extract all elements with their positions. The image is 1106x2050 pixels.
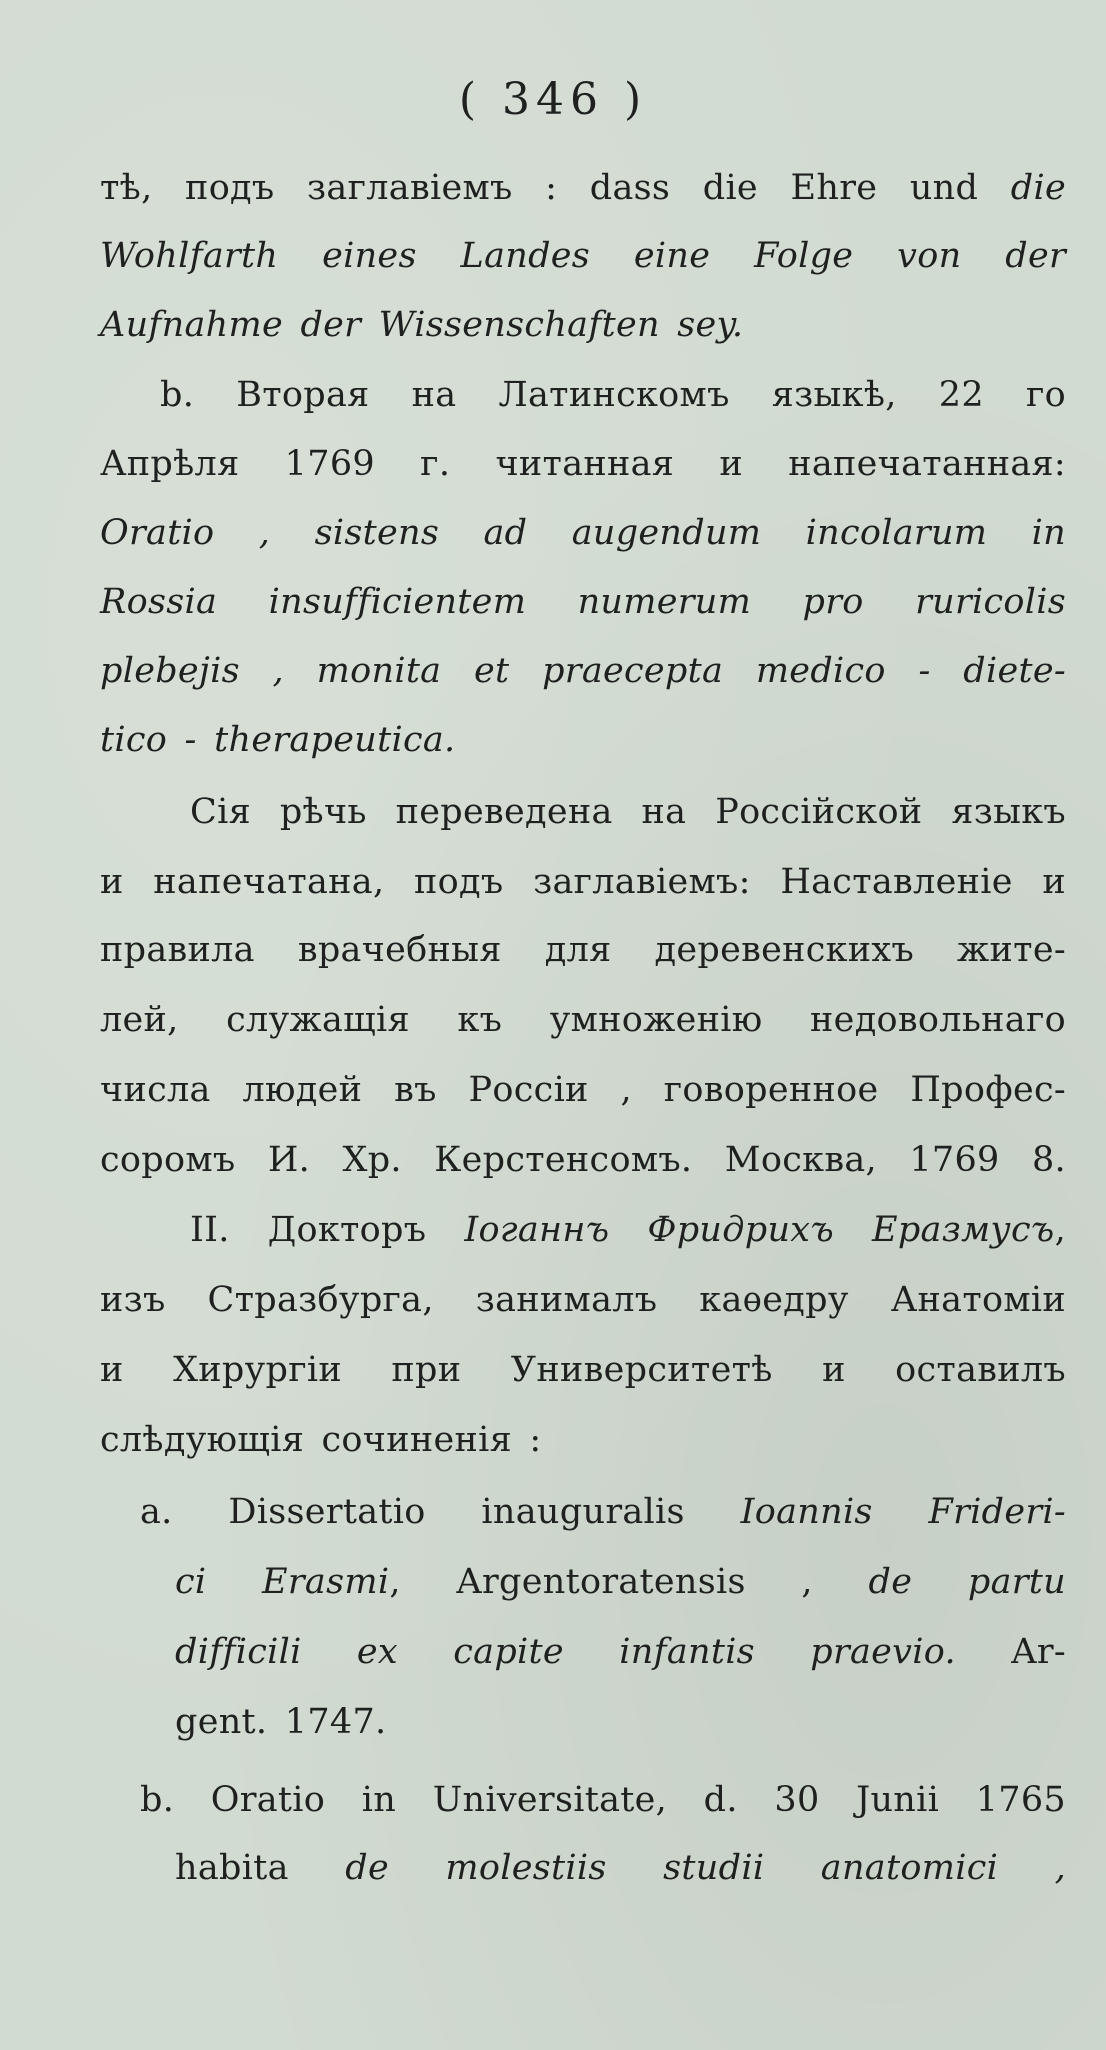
italic-text: Rossia insufficientem numerum pro ruricolis bbox=[100, 582, 1066, 622]
text-line bbox=[100, 649, 1066, 693]
italic-text: ci Erasmi bbox=[175, 1562, 390, 1602]
roman-text: и Хирургіи при Университетѣ и оставилъ bbox=[100, 1350, 1066, 1390]
text-line bbox=[190, 1208, 1066, 1252]
text-line bbox=[100, 234, 1066, 278]
roman-text: gent. 1747. bbox=[175, 1702, 387, 1742]
text-line bbox=[100, 1348, 1066, 1392]
italic-text: tico - therapeutica. bbox=[100, 720, 456, 760]
italic-text: Aufnahme der Wissenschaften sey. bbox=[100, 305, 744, 345]
roman-text: соромъ И. Хр. Керстенсомъ. Москва, 1769 8. bbox=[100, 1140, 1066, 1180]
italic-text: Iоганнъ Фридрихъ Еразмусъ bbox=[464, 1210, 1055, 1250]
roman-text: II. Докторъ bbox=[190, 1210, 465, 1250]
roman-text: Ar- bbox=[955, 1632, 1066, 1672]
text-line bbox=[100, 718, 455, 762]
text-line bbox=[140, 1490, 1066, 1534]
roman-text: правила врачебныя для деревенскихъ жите- bbox=[100, 930, 1066, 970]
text-line bbox=[175, 1846, 1066, 1890]
text-line bbox=[100, 1068, 1066, 1112]
text-line bbox=[100, 1138, 1066, 1182]
roman-text: b. Oratio in Universitate, d. 30 Junii 1765 bbox=[140, 1780, 1066, 1820]
text-line bbox=[100, 1418, 542, 1462]
text-line bbox=[100, 166, 1066, 210]
italic-text: die bbox=[1010, 168, 1066, 208]
italic-text: plebejis , monita et praecepta medico - diete- bbox=[100, 651, 1066, 691]
italic-text: Ioannis Frideri- bbox=[740, 1492, 1066, 1532]
text-line bbox=[175, 1630, 1066, 1674]
italic-text: Oratio , sistens ad augendum incolarum in bbox=[100, 513, 1066, 553]
text-line bbox=[100, 511, 1066, 555]
roman-text: слѣдующія сочиненія : bbox=[100, 1420, 542, 1460]
text-line bbox=[160, 373, 1066, 417]
roman-text: и напечатана, подъ заглавіемъ: Наставленіе и bbox=[100, 862, 1066, 902]
roman-text: изъ Стразбурга, занималъ каѳедру Анатоміи bbox=[100, 1280, 1066, 1320]
roman-text: b. Вторая на Латинскомъ языкѣ, 22 го bbox=[160, 375, 1066, 415]
roman-text: числа людей въ Россіи , говоренное Профес- bbox=[100, 1070, 1066, 1110]
text-line bbox=[175, 1560, 1066, 1604]
text-line bbox=[100, 580, 1066, 624]
roman-text: тѣ, подъ заглавіемъ : dass die Ehre und bbox=[100, 168, 1011, 208]
italic-text: Wohlfarth eines Landes eine Folge von der bbox=[100, 236, 1066, 276]
text-line bbox=[100, 303, 743, 347]
italic-text: de partu bbox=[868, 1562, 1066, 1602]
text-line bbox=[100, 1278, 1066, 1322]
text-line bbox=[100, 442, 1066, 486]
text-line bbox=[100, 928, 1066, 972]
roman-text: a. Dissertatio inauguralis bbox=[140, 1492, 741, 1532]
text-line bbox=[100, 860, 1066, 904]
text-line bbox=[140, 1778, 1066, 1822]
text-line bbox=[190, 790, 1066, 834]
roman-text: Апрѣля 1769 г. читанная и напечатанная: bbox=[100, 444, 1066, 484]
text-line bbox=[175, 1700, 386, 1744]
roman-text: , Argentoratensis , bbox=[389, 1562, 869, 1602]
roman-text: , bbox=[1054, 1210, 1067, 1250]
italic-text: difficili ex capite infantis praevio. bbox=[175, 1632, 956, 1672]
italic-text: de molestiis studii anatomici , bbox=[345, 1848, 1066, 1888]
roman-text: лей, служащія къ умноженію недовольнаго bbox=[100, 1000, 1066, 1040]
roman-text: Сія рѣчь переведена на Россійской языкъ bbox=[190, 792, 1066, 832]
roman-text: habita bbox=[175, 1848, 346, 1888]
text-line bbox=[100, 998, 1066, 1042]
page-number: ( 346 ) bbox=[458, 74, 648, 125]
